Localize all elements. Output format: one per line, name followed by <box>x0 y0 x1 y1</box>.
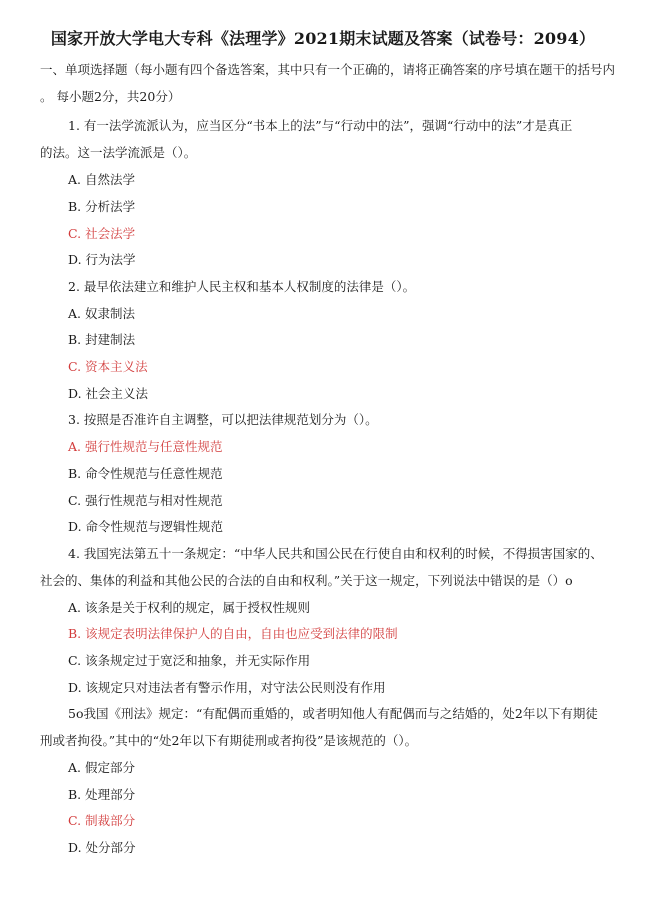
question-1-option-d: D. 行为法学 <box>68 252 136 267</box>
question-1-stem-cont: 的法。这一法学流派是（）。 <box>40 145 197 160</box>
question-2-stem: 2. 最早依法建立和维护人民主权和基本人权制度的法律是（）。 <box>68 279 416 294</box>
question-4-option-b-answer: B. 该规定表明法律保护人的自由，自由也应受到法律的限制 <box>68 626 398 641</box>
question-4-stem-cont: 社会的、集体的利益和其他公民的合法的自由和权利。”关于这一规定，下列说法中错误的是（）o <box>40 573 573 588</box>
question-3-option-d: D. 命令性规范与逻辑性规范 <box>68 519 224 534</box>
question-5-option-b: B. 处理部分 <box>68 787 136 802</box>
question-2-option-d: D. 社会主义法 <box>68 386 149 401</box>
question-4-option-a: A. 该条是关于权利的规定，属于授权性规则 <box>68 600 310 615</box>
question-3-option-a-answer: A. 强行性规范与任意性规范 <box>68 439 223 454</box>
section-heading-line2: 。 每小题2分，共20分） <box>40 89 181 104</box>
question-5-option-d: D. 处分部分 <box>68 840 136 855</box>
question-1-stem: 1. 有一法学流派认为，应当区分“书本上的法”与“行动中的法”，强调“行动中的法”才是真正 <box>68 118 573 133</box>
question-5-stem-cont: 刑或者拘役。”其中的“处2年以下有期徒刑或者拘役”是该规范的（）。 <box>40 733 418 748</box>
question-1-option-a: A. 自然法学 <box>68 172 135 187</box>
question-4-option-c: C. 该条规定过于宽泛和抽象，并无实际作用 <box>68 653 311 668</box>
question-4-stem: 4. 我国宪法第五十一条规定：“中华人民共和国公民在行使自由和权利的时候，不得损害国家的、 <box>68 546 603 561</box>
question-1-option-b: B. 分析法学 <box>68 199 136 214</box>
question-3-option-c: C. 强行性规范与相对性规范 <box>68 493 223 508</box>
question-3-option-b: B. 命令性规范与任意性规范 <box>68 466 223 481</box>
section-heading-line1: 一、单项选择题（每小题有四个备选答案，其中只有一个正确的，请将正确答案的序号填在题干的括号内 <box>40 62 616 77</box>
question-4-option-d: D. 该规定只对违法者有警示作用，对守法公民则没有作用 <box>68 680 386 695</box>
page-title: 国家开放大学电大专科《法理学》2021期末试题及答案（试卷号：2094） <box>50 29 596 48</box>
question-5-option-a: A. 假定部分 <box>68 760 135 775</box>
question-5-option-c-answer: C. 制裁部分 <box>68 813 136 828</box>
question-2-option-a: A. 奴隶制法 <box>68 306 135 321</box>
question-5-stem: 5o我国《刑法》规定：“有配偶而重婚的，或者明知他人有配偶而与之结婚的，处2年以下有期徒 <box>68 706 598 721</box>
question-2-option-b: B. 封建制法 <box>68 332 136 347</box>
question-1-option-c-answer: C. 社会法学 <box>68 226 136 241</box>
question-3-stem: 3. 按照是否准许自主调整，可以把法律规范划分为（）。 <box>68 412 378 427</box>
question-2-option-c-answer: C. 资本主义法 <box>68 359 148 374</box>
